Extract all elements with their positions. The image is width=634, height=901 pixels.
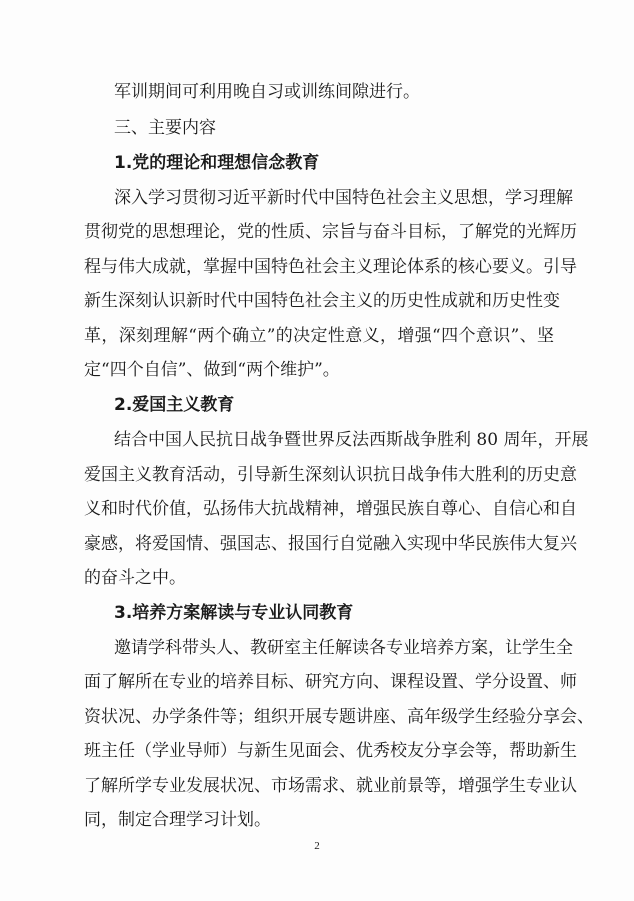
paragraph-line: 豪感，将爱国情、强国志、报国行自觉融入实现中华民族伟大复兴	[84, 534, 577, 554]
paragraph-line: 同，制定合理学习计划。	[84, 810, 271, 830]
paragraph-line: 革，深刻理解“两个确立”的决定性意义，增强“四个意识”、坚	[84, 326, 554, 346]
section-heading: 三、主要内容	[114, 118, 216, 138]
paragraph-line: 班主任（学业导师）与新生见面会、优秀校友分享会等，帮助新生	[84, 741, 577, 761]
paragraph-line: 新生深刻认识新时代中国特色社会主义的历史性成就和历史性变	[84, 291, 560, 311]
paragraph-line: 义和时代价值，弘扬伟大抗战精神，增强民族自尊心、自信心和自	[84, 499, 577, 519]
paragraph-line: 深入学习贯彻习近平新时代中国特色社会主义思想，学习理解	[114, 188, 573, 208]
paragraph-line: 邀请学科带头人、教研室主任解读各专业培养方案，让学生全	[114, 638, 573, 658]
paragraph-line: 资状况、办学条件等；组织开展专题讲座、高年级学生经验分享会、	[84, 707, 594, 727]
paragraph-line: 程与伟大成就，掌握中国特色社会主义理论体系的核心要义。引导	[84, 257, 577, 277]
paragraph-line: 了解所学专业发展状况、市场需求、就业前景等，增强学生专业认	[84, 776, 577, 796]
paragraph-line: 面了解所在专业的培养目标、研究方向、课程设置、学分设置、师	[84, 672, 577, 692]
subsection-heading: 2.爱国主义教育	[114, 395, 235, 415]
paragraph-line: 结合中国人民抗日战争暨世界反法西斯战争胜利 80 周年，开展	[114, 430, 589, 450]
paragraph-line: 定“四个自信”、做到“两个维护”。	[84, 360, 340, 380]
page-number: 2	[314, 840, 320, 852]
paragraph-line: 军训期间可利用晚自习或训练间隙进行。	[114, 82, 420, 102]
paragraph-line: 的奋斗之中。	[84, 568, 186, 588]
paragraph-line: 贯彻党的思想理论，党的性质、宗旨与奋斗目标，了解党的光辉历	[84, 222, 577, 242]
subsection-heading: 1.党的理论和理想信念教育	[114, 153, 320, 173]
paragraph-line: 爱国主义教育活动，引导新生深刻认识抗日战争伟大胜利的历史意	[84, 465, 577, 485]
subsection-heading: 3.培养方案解读与专业认同教育	[114, 603, 354, 623]
